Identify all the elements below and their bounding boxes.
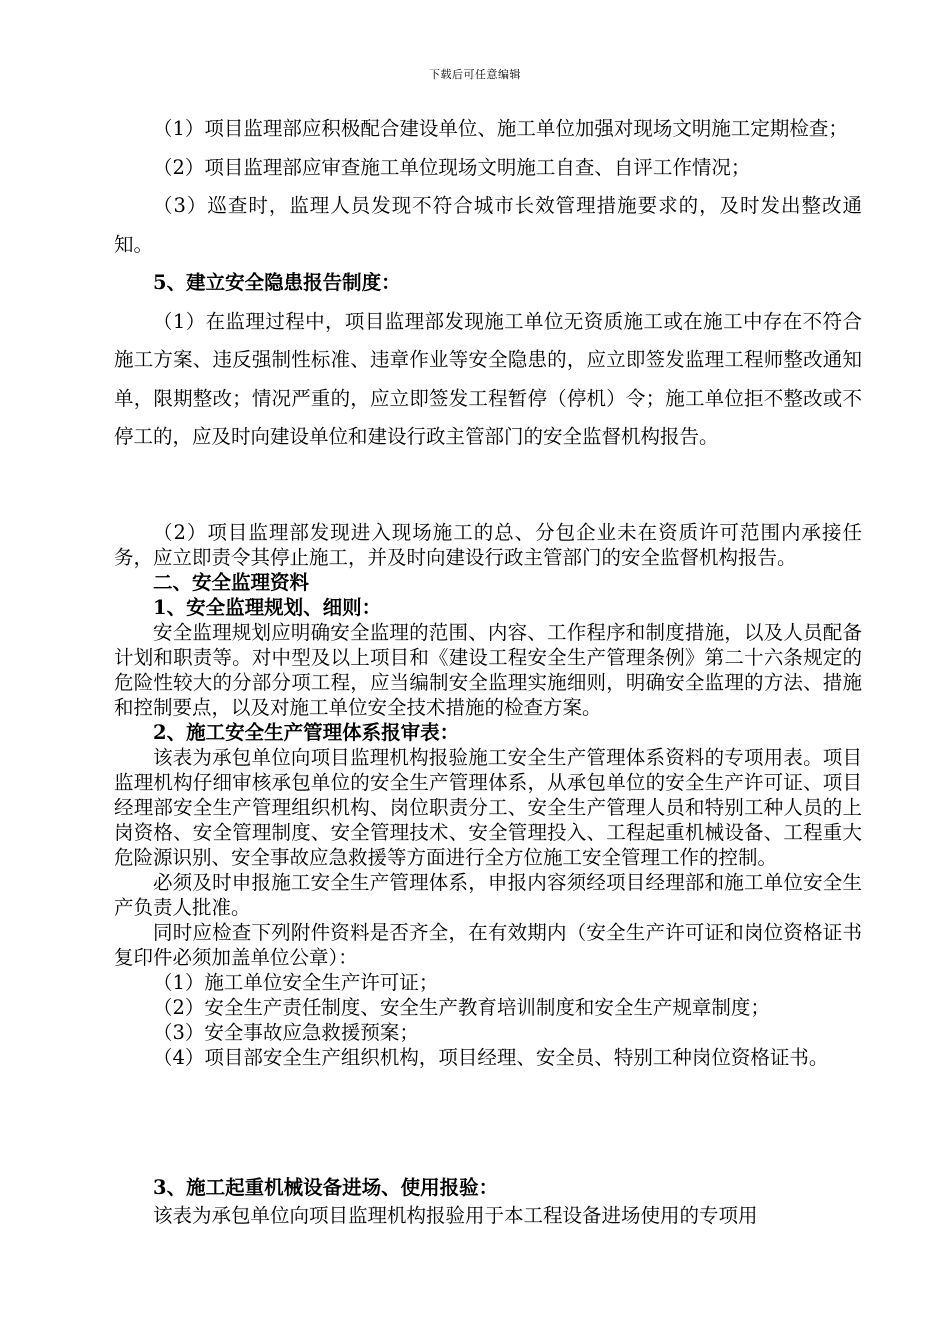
section-c [114,1175,862,1228]
paragraph: 该表为承包单位向项目监理机构报验用于本工程设备进场使用的专项用 [153,1204,758,1227]
header-note: 下载后可任意编辑 [429,68,521,81]
section-heading: 3、施工起重机械设备进场、使用报验： [153,1176,499,1199]
paragraph: 必须及时申报施工安全生产管理体系，申报内容须经项目经理部和施工单位安全生产负责人批准。 [114,871,862,919]
paragraph: （1）项目监理部应积极配合建设单位、施工单位加强对现场文明施工定期检查； [153,117,848,140]
section-a [114,110,862,457]
paragraph: （2）项目监理部应审查施工单位现场文明施工自查、自评工作情况； [153,155,751,179]
paragraph: 该表为承包单位向项目监理机构报验施工安全生产管理体系资料的专项用表。项目监理机构仔细审核承包单位的安全生产管理体系，从承包单位的安全生产许可证、项目经理部安全生产管理组织机构、岗位职责分工、安全生产管理人员和特别工种人员的上岗资格、安全管理制度、安全管理技术、安全管理投入、工程起重机械设备、工程重大危险源识别、安全事故应急救援等方面进行全方位施工安全管理工作的控制。 [114,746,862,869]
section-heading: 1、安全监理规划、细则： [153,596,382,619]
list-item: （2）安全生产责任制度、安全生产教育培训制度和安全生产规章制度； [153,996,770,1019]
paragraph: 同时应检查下列附件资料是否齐全，在有效期内（安全生产许可证和岗位资格证书复印件必须加盖单位公章）： [114,921,862,969]
section-b [114,520,862,1070]
list-item: （1）施工单位安全生产许可证； [153,971,439,994]
paragraph: （3）巡查时，监理人员发现不符合城市长效管理措施要求的，及时发出整改通知。 [114,194,862,256]
list-item: （3）安全事故应急救援预案； [153,1021,419,1044]
paragraph: （2）项目监理部发现进入现场施工的总、分包企业未在资质许可范围内承接任务，应立即责令其停止施工，并及时向建设行政主管部门的安全监督机构报告。 [114,521,862,569]
section-heading: 2、施工安全生产管理体系报审表： [153,721,460,744]
paragraph: 安全监理规划应明确安全监理的范围、内容、工作程序和制度措施，以及人员配备计划和职责等。对中型及以上项目和《建设工程安全生产管理条例》第二十六条规定的危险性较大的分部分项工程，应当编制安全监理实施细则，明确安全监理的方法、措施和控制要点，以及对施工单位安全技术措施的检查方案。 [114,621,862,719]
chapter-heading: 二、安全监理资料 [153,571,310,594]
list-item: （4）项目部安全生产组织机构，项目经理、安全员、特别工种岗位资格证书。 [153,1046,829,1069]
section-heading: 5、建立安全隐患报告制度： [153,271,401,294]
paragraph: （1）在监理过程中，项目监理部发现施工单位无资质施工或在施工中存在不符合施工方案、违反强制性标准、违章作业等安全隐患的，应立即签发监理工程师整改通知单，限期整改；情况严重的，应立即签发工程暂停（停机）令；施工单位拒不整改或不停工的，应及时向建设单位和建设行政主管部门的安全监督机构报告。 [114,309,862,448]
